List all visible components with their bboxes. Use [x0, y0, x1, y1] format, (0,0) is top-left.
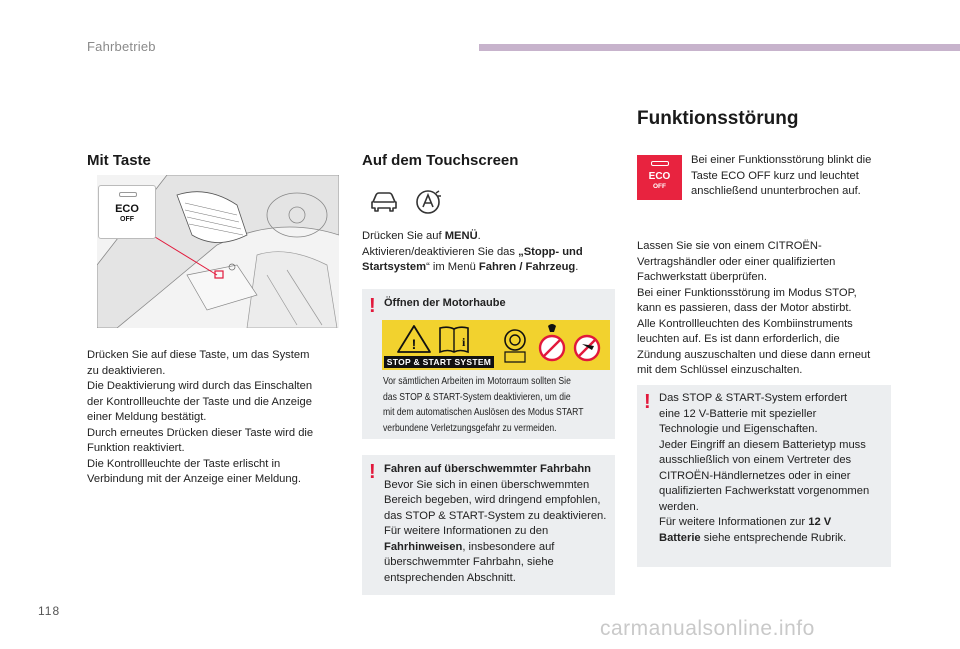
text-line: Durch erneutes Drücken dieser Taste wird die — [87, 426, 314, 439]
text-line: leuchten auf. Es ist dann erforderlich, die — [637, 333, 840, 345]
malfunction-body — [637, 239, 892, 379]
svg-text:i: i — [462, 335, 466, 349]
text-line: entsprechenden Abschnitt. — [384, 571, 516, 584]
text-line: Jeder Eingriff an diesem Batterietyp muss — [659, 438, 866, 451]
warning-mark: ! — [369, 295, 376, 317]
text-line: überschwemmter Fahrbahn, siehe — [384, 556, 554, 568]
text-span: Aktivieren/deaktivieren Sie das — [362, 245, 519, 258]
text-span: Drücken Sie auf — [362, 230, 445, 242]
text-line: Funktion reaktiviert. — [87, 442, 185, 454]
text-span: Für weitere Informationen zur — [659, 516, 809, 528]
text-span: , insbesondere auf — [462, 540, 555, 553]
text-line: zu deaktivieren. — [87, 364, 166, 377]
text-line: Bei einer Funktionsstörung im Modus STOP, — [637, 286, 857, 299]
text-line: eine 12 V-Batterie mit spezieller — [659, 407, 817, 420]
text-line: der Kontrollleuchte der Taste und die Anzeige — [87, 395, 312, 408]
text-line: Bei einer Funktionsstörung blinkt die — [691, 154, 872, 166]
stop-start-term: Startsystem — [362, 261, 427, 273]
svg-text:!: ! — [411, 336, 417, 352]
page-number: 118 — [38, 604, 61, 618]
stop-start-system-tag: STOP & START SYSTEM — [384, 356, 494, 368]
text-line: Lassen Sie sie von einem CITROËN- — [637, 240, 822, 252]
malfunction-indicator-text — [691, 153, 891, 200]
eco-key-line2: OFF — [120, 216, 134, 223]
text-line: Technologie und Eigenschaften. — [659, 423, 818, 435]
touchscreen-instructions — [362, 229, 612, 276]
text-line: einer Meldung bestätigt. — [87, 411, 207, 423]
text-line: das STOP & START-System zu deaktivieren. — [384, 509, 607, 522]
text-line: Bereich begeben, wird dringend empfohlen, — [384, 494, 601, 506]
text-line: Fachwerkstatt überprüfen. — [637, 271, 767, 283]
hood-warning-text — [383, 374, 611, 436]
text-span: . — [575, 261, 579, 273]
text-line: das STOP & START-System deaktivieren, um die — [383, 391, 571, 403]
text-line: Für weitere Informationen zu den — [384, 525, 549, 537]
text-line: CITROËN-Händlernetzes oder in einer — [659, 469, 851, 482]
heading-mit-taste: Mit Taste — [87, 152, 151, 169]
text-span: . — [477, 230, 481, 242]
text-line: verbundene Verletzungsgefahr zu vermeiden. — [383, 422, 557, 434]
heading-funktionsstoerung: Funktionsstörung — [637, 108, 799, 129]
eco-off-button-image — [98, 185, 156, 239]
col1-body — [87, 348, 337, 488]
menu-path: Fahren / Fahrzeug — [478, 261, 576, 273]
cross-reference: 12 V — [808, 516, 832, 528]
stop-start-warning-label — [382, 320, 610, 370]
text-line: Taste ECO OFF kurz und leuchtet — [691, 169, 859, 182]
text-line: Drücken Sie auf diese Taste, um das System — [87, 349, 310, 361]
text-line: ausschließlich von einem Vertreter des — [659, 454, 852, 466]
text-line: Verbindung mit der Anzeige einer Meldung. — [87, 473, 301, 485]
warning-mark: ! — [369, 461, 376, 483]
text-line: werden. — [659, 500, 699, 513]
box-title: Öffnen der Motorhaube — [384, 297, 506, 309]
text-line: qualifizierten Fachwerkstatt vorgenommen — [659, 485, 870, 497]
warning-box-battery — [637, 385, 891, 567]
stop-start-term: „Stopp- und — [518, 245, 583, 258]
text-line: anschließend ununterbrochen auf. — [691, 185, 861, 197]
warning-mark: ! — [644, 391, 651, 413]
driving-assist-icon — [414, 188, 442, 221]
text-line: Alle Kontrollleuchten des Kombiinstruments — [637, 317, 853, 330]
text-line: Das STOP & START-System erfordert — [659, 392, 848, 404]
text-span: siehe entsprechende Rubrik. — [700, 531, 847, 544]
eco-key-line1: ECO — [115, 203, 139, 215]
header-accent-bar — [479, 44, 960, 51]
menu-term: MENÜ — [444, 230, 478, 242]
box-title: Fahren auf überschwemmter Fahrbahn — [384, 463, 592, 475]
text-line: Die Deaktivierung wird durch das Einschalten — [87, 380, 313, 392]
eco-red-line1: ECO — [648, 171, 671, 182]
eco-red-line2: OFF — [653, 183, 666, 190]
text-line: Die Kontrollleuchte der Taste erlischt in — [87, 457, 281, 470]
watermark: carmanualsonline.info — [600, 617, 815, 640]
text-line: Vertragshändler oder einer qualifizierten — [637, 255, 836, 268]
cross-reference: Fahrhinweisen — [384, 540, 463, 553]
car-icon — [369, 190, 399, 219]
heading-touchscreen: Auf dem Touchscreen — [362, 152, 519, 169]
warning-box-flooded-road — [362, 455, 615, 595]
text-line: mit dem Schlüssel einzuschalten. — [637, 364, 803, 376]
text-line: mit dem automatischen Auslösen des Modus START — [383, 407, 584, 418]
text-line: kann es passieren, dass der Motor abstirbt. — [637, 302, 852, 314]
section-title: Fahrbetrieb — [87, 39, 156, 54]
text-span: “ im Menü — [426, 261, 479, 273]
text-line: Zündung auszuschalten und diese dann erneut — [637, 348, 871, 361]
text-line: Bevor Sie sich in einen überschwemmten — [384, 478, 590, 491]
text-line: Vor sämtlichen Arbeiten im Motorraum sollten Sie — [383, 376, 571, 387]
cross-reference: Batterie — [659, 531, 701, 544]
eco-off-indicator-icon — [637, 155, 682, 200]
